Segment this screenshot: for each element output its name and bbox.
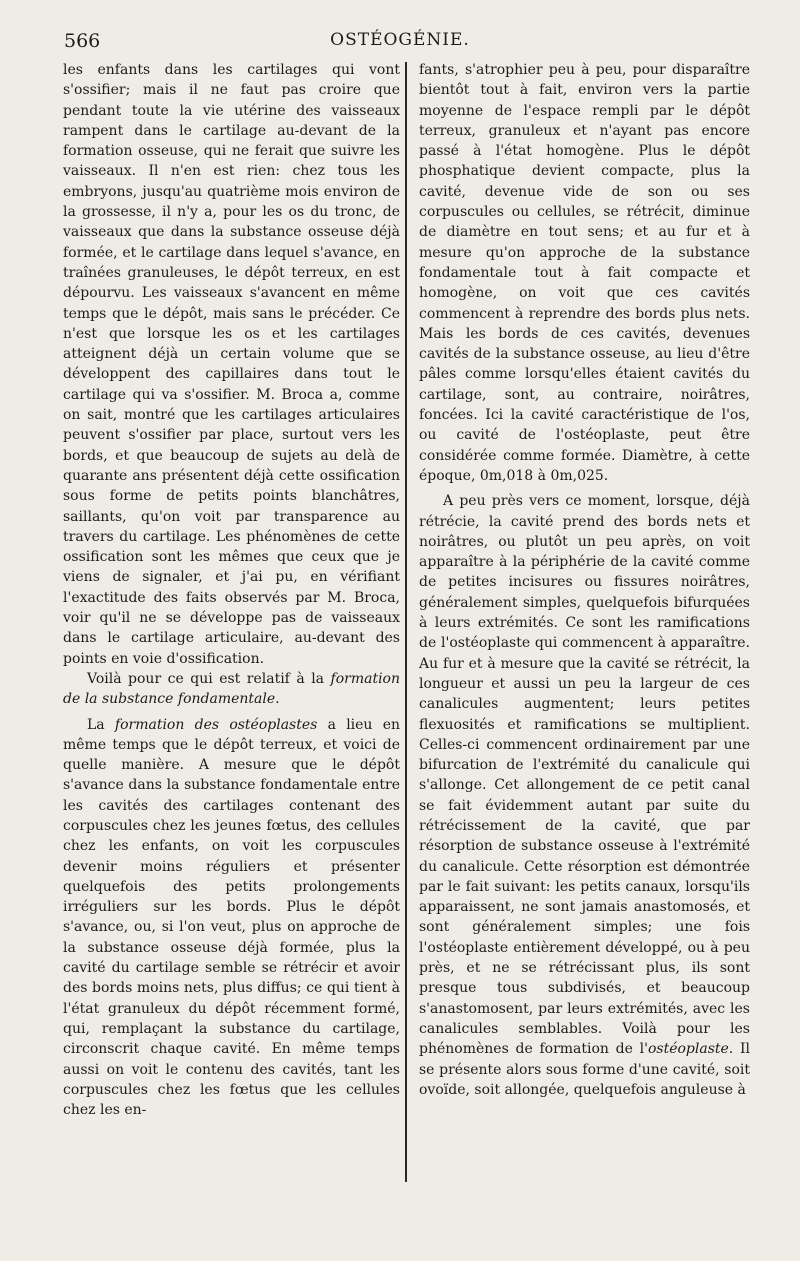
paragraph: les enfants dans les cartilages qui vont s'ossifier; mais il ne faut pas croire que pendant toute la vie utérine des vaisseaux rampent dans le cartilage au-devant de la formation osseuse, qui ne ferait que suivre les vaisseaux. Il n'en est rien: chez tous les embryons, jusqu'au quatrième mois environ de la grossesse, il n'y a, pour les os du tronc, de vaisseaux que dans la substance osseuse déjà formée, et le cartilage dans lequel s'avance, en traînées granuleuses, le dépôt terreux, en est dépourvu. Les vaisseaux s'avancent en même temps que le dépôt, mais sans le précéder. Ce n'est que lorsque les os et les cartilages atteignent déjà un certain volume que se développent des capillaires dans tout le cartilage qui va s'ossifier. M. Broca a, comme on sait, montré que les cartilages articulaires peuvent s'ossifier par place, surtout vers les bords, et que beaucoup de sujets au delà de quarante ans présentent déjà cette ossification sous forme de petits points blanchâtres, saillants, qu'on voit par transparence au travers du cartilage. Les phénomènes de cette ossification sont les mêmes que ceux que je viens de signaler, et j'ai pu, en vérifiant l'exactitude des faits observés par M. Broca, voir qu'il ne se développe pas de vaisseaux dans le cartilage articulaire, au-devant des points en voie d'ossification. <box>63 62 400 667</box>
paragraph: fants, s'atrophier peu à peu, pour disparaître bientôt tout à fait, environ vers la partie moyenne de l'espace rempli par le dépôt terreux, granuleux et n'ayant pas encore passé à l'état homogène. Plus le dépôt phosphatique devient compacte, plus la cavité, devenue vide de son ou ses corpuscules ou cellules, se rétrécit, diminue de diamètre en tout sens; et au fur et à mesure qu'on approche de la substance fondamentale tout à fait compacte et homogène, on voit que ces cavités commencent à reprendre des bords plus nets. Mais les bords de ces cavités, devenues cavités de la substance osseuse, au lieu d'être pâles comme lorsqu'elles étaient cavités du cartilage, sont, au contraire, noirâtres, foncées. Ici la cavité caractéristique de l'os, ou cavité de l'ostéoplaste, peut être considérée comme formée. Diamètre, à cette époque, 0m,018 à 0m,025. <box>419 62 750 484</box>
italic-term: ostéoplaste <box>647 1041 729 1058</box>
paragraph <box>63 669 400 710</box>
paragraph-text: . Il se présente alors sous forme d'une cavité, soit ovoïde, soit allongée, quelquefois anguleuse à <box>419 1041 750 1098</box>
column-divider <box>405 62 407 1182</box>
paragraph-text: A peu près vers ce moment, lorsque, déjà rétrécie, la cavité prend des bords nets et noirâtres, ou plutôt un peu après, on voit apparaître à la périphérie de la cavité comme de petites incisures ou fissures noirâtres, généralement simples, quelquefois bifurquées à leurs extrémités. Ce sont les ramifications de l'ostéoplaste qui commencent à apparaître. Au fur et à mesure que la cavité se rétrécit, la longueur et aussi un peu la largeur de ces canalicules augmentent; leurs petites flexuosités et ramifications se multiplient. Celles-ci commencent ordinairement par une bifurcation de l'extrémité du canalicule qui s'allonge. Cet allongement de ce petit canal se fait évidemment autant par suite du rétrécissement de la cavité, que par résorption de substance osseuse à l'extrémité du canalicule. Cette résorption est démontrée par le fait suivant: les petits canaux, lorsqu'ils apparaissent, ne sont jamais anastomosés, et sont généralement simples; une fois l'ostéoplaste entièrement développé, ou à peu près, et ne se rétrécissant plus, ils sont presque tous subdivisés, et beaucoup s'anastomosent, par leurs extrémités, avec les canalicules semblables. Voilà pour les phénomènes de formation de l' <box>419 493 750 1058</box>
paragraph-text: a lieu en même temps que le dépôt terreux, et voici de quelle manière. A mesure que le dépôt s'avance dans la substance fondamentale entre les cavités des cartilages contenant des corpuscules chez les jeunes fœtus, des cellules chez les enfants, on voit les corpuscules devenir moins réguliers et présenter quelquefois des petits prolongements irréguliers sur les bords. Plus le dépôt s'avance, ou, si l'on veut, plus on approche de la substance osseuse déjà formée, plus la cavité du cartilage semble se rétrécir et avoir des bords moins nets, plus diffus; ce qui tient à l'état granuleux du dépôt récemment formé, qui, remplaçant la substance du cartilage, circonscrit chaque cavité. En même temps aussi on voit le contenu des cavités, tant les corpuscules chez les fœtus que les cellules chez les en- <box>63 716 401 1119</box>
paragraph <box>63 715 400 1121</box>
italic-term: formation de la substance fondamentale <box>63 670 400 708</box>
italic-term: formation des ostéoplastes <box>114 716 318 733</box>
paragraph <box>419 491 750 1100</box>
running-title: OSTÉOGÉNIE. <box>330 30 470 50</box>
left-column <box>63 60 400 1120</box>
paragraph-text: . <box>275 691 280 708</box>
paragraph-text: La <box>87 716 115 733</box>
paragraph-text: Voilà pour ce qui est relatif à la <box>87 670 331 687</box>
right-column <box>419 60 750 1100</box>
page-number: 566 <box>64 30 101 52</box>
